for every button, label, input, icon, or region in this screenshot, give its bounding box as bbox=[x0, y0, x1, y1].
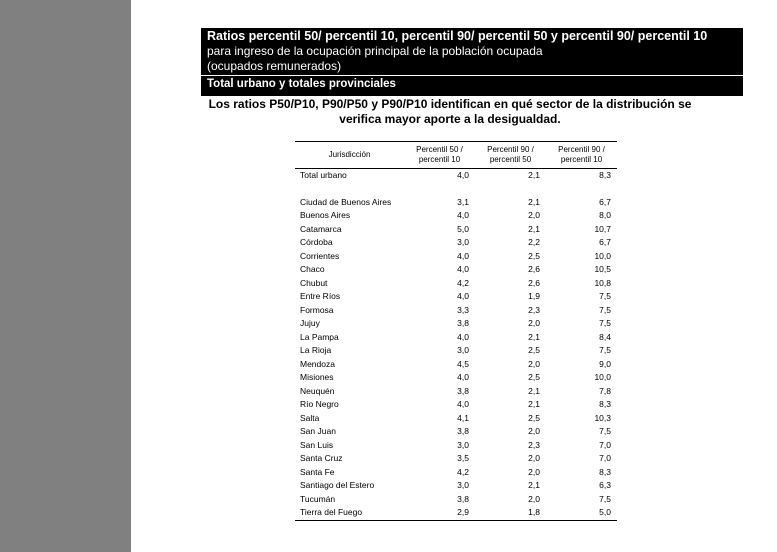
header-p50-p10 bbox=[404, 142, 475, 169]
cell-p90-p10: 7,0 bbox=[599, 439, 611, 450]
cell-p90-p10: 6,7 bbox=[599, 196, 611, 207]
cell-p50-p10: 3,8 bbox=[457, 493, 469, 504]
cell-p90-p10: 10,7 bbox=[594, 223, 611, 234]
table-row bbox=[295, 223, 617, 237]
cell-p50-p10: 3,1 bbox=[457, 196, 469, 207]
cell-name: Ciudad de Buenos Aires bbox=[300, 196, 392, 207]
table-row bbox=[295, 371, 617, 385]
table-row bbox=[295, 344, 617, 358]
table-row bbox=[295, 331, 617, 345]
cell-p50-p10: 4,1 bbox=[457, 412, 469, 423]
left-margin-band bbox=[0, 0, 131, 552]
cell-p90-p50: 2,3 bbox=[528, 439, 540, 450]
cell-p90-p10: 7,8 bbox=[599, 385, 611, 396]
cell-p90-p10: 10,3 bbox=[594, 412, 611, 423]
cell-p90-p50: 2,5 bbox=[528, 412, 540, 423]
cell-p50-p10: 2,9 bbox=[404, 506, 475, 520]
cell-p90-p50: 2,0 bbox=[528, 210, 540, 221]
table-row bbox=[295, 277, 617, 291]
cell-p50-p10: 3,8 bbox=[457, 385, 469, 396]
cell-p50-p10: 4,2 bbox=[457, 277, 469, 288]
cell-name: Neuquén bbox=[300, 385, 335, 396]
cell-p50-p10: 4,0 bbox=[457, 331, 469, 342]
table-row bbox=[295, 290, 617, 304]
cell-name: Corrientes bbox=[300, 250, 340, 261]
cell-p90-p10: 8,4 bbox=[599, 331, 611, 342]
cell-name: Tierra del Fuego bbox=[295, 506, 404, 520]
cell-p90-p50: 2,6 bbox=[528, 264, 540, 275]
cell-p90-p10: 8,0 bbox=[599, 210, 611, 221]
cell-name: Santa Fe bbox=[300, 466, 335, 477]
cell-p90-p50: 2,5 bbox=[528, 345, 540, 356]
spacer-cell bbox=[295, 183, 617, 196]
cell-p90-p50: 2,1 bbox=[528, 223, 540, 234]
cell-name: Río Negro bbox=[300, 399, 339, 410]
table-row bbox=[295, 479, 617, 493]
cell-p90-p10: 7,5 bbox=[599, 493, 611, 504]
cell-name: Chubut bbox=[300, 277, 328, 288]
table-row bbox=[295, 263, 617, 277]
table-row bbox=[295, 358, 617, 372]
header-p90-p10-line2: percentil 10 bbox=[560, 155, 603, 164]
cell-p90-p10: 6,7 bbox=[599, 237, 611, 248]
table-row bbox=[295, 425, 617, 439]
cell-p90-p50: 1,8 bbox=[475, 506, 546, 520]
cell-name: San Juan bbox=[300, 426, 336, 437]
cell-p90-p10: 8,3 bbox=[599, 466, 611, 477]
cell-p90-p50: 2,1 bbox=[528, 399, 540, 410]
cell-p90-p50: 2,5 bbox=[528, 372, 540, 383]
cell-name: Buenos Aires bbox=[300, 210, 351, 221]
header-p90-p10-line1: Percentil 90 / bbox=[558, 145, 605, 154]
cell-p90-p10: 7,0 bbox=[599, 453, 611, 464]
cell-p90-p50: 1,9 bbox=[528, 291, 540, 302]
cell-p50-p10: 3,5 bbox=[457, 453, 469, 464]
table-row bbox=[295, 439, 617, 453]
cell-p90-p50: 2,3 bbox=[528, 304, 540, 315]
cell-p50-p10: 4,5 bbox=[457, 358, 469, 369]
cell-name: Misiones bbox=[300, 372, 334, 383]
table-row bbox=[295, 493, 617, 507]
cell-p50-p10: 3,0 bbox=[457, 480, 469, 491]
explanatory-note bbox=[200, 97, 700, 127]
cell-name: San Luis bbox=[300, 439, 334, 450]
cell-p90-p10: 5,0 bbox=[546, 506, 617, 520]
cell-p50-p10: 3,0 bbox=[457, 439, 469, 450]
ratios-table bbox=[295, 141, 617, 521]
table-row bbox=[295, 385, 617, 399]
table-row bbox=[295, 304, 617, 318]
cell-p50-p10: 4,0 bbox=[457, 264, 469, 275]
cell-p50-p10: 3,0 bbox=[457, 345, 469, 356]
cell-p90-p10: 7,5 bbox=[599, 426, 611, 437]
cell-p50-p10: 4,0 bbox=[457, 210, 469, 221]
title-line-2: para ingreso de la ocupación principal de la población ocupada bbox=[207, 44, 543, 58]
cell-p90-p10: 7,5 bbox=[599, 304, 611, 315]
header-jurisdiccion: Jurisdicción bbox=[295, 142, 404, 169]
cell-name: Santa Cruz bbox=[300, 453, 343, 464]
header-p50-p10-line1: Percentil 50 / bbox=[416, 145, 463, 154]
header-p90-p10 bbox=[546, 142, 617, 169]
cell-p90-p10: 10,0 bbox=[594, 250, 611, 261]
header-p90-p50-line1: Percentil 90 / bbox=[487, 145, 534, 154]
table-row bbox=[295, 398, 617, 412]
cell-name: Córdoba bbox=[300, 237, 333, 248]
table-row bbox=[295, 236, 617, 250]
cell-p50-p10: 3,8 bbox=[457, 318, 469, 329]
header-p50-p10-line2: percentil 10 bbox=[418, 155, 461, 164]
cell-name: Formosa bbox=[300, 304, 334, 315]
cell-p90-p10: 9,0 bbox=[599, 358, 611, 369]
cell-name: Catamarca bbox=[300, 223, 342, 234]
cell-p90-p50: 2,6 bbox=[528, 277, 540, 288]
cell-p50-p10: 4,0 bbox=[457, 170, 469, 181]
table-row bbox=[295, 506, 617, 520]
cell-p90-p10: 7,5 bbox=[599, 291, 611, 302]
cell-name: Jujuy bbox=[300, 318, 320, 329]
table-row bbox=[295, 250, 617, 264]
title-subtitle: Total urbano y totales provinciales bbox=[207, 78, 396, 90]
table-row bbox=[295, 209, 617, 223]
title-line-1: Ratios percentil 50/ percentil 10, percentil 90/ percentil 50 y percentil 90/ percentil 10 bbox=[207, 29, 708, 43]
cell-p90-p10: 8,3 bbox=[599, 170, 611, 181]
cell-p90-p50: 2,0 bbox=[528, 453, 540, 464]
header-p90-p50 bbox=[475, 142, 546, 169]
cell-p90-p50: 2,0 bbox=[528, 318, 540, 329]
cell-p50-p10: 4,0 bbox=[457, 250, 469, 261]
cell-p50-p10: 4,0 bbox=[457, 399, 469, 410]
title-box bbox=[201, 28, 743, 96]
cell-p90-p50: 2,1 bbox=[528, 331, 540, 342]
cell-p90-p50: 2,0 bbox=[528, 466, 540, 477]
table-header-row bbox=[295, 142, 617, 169]
cell-name: Salta bbox=[300, 412, 320, 423]
cell-p50-p10: 3,0 bbox=[457, 237, 469, 248]
table-row-total bbox=[295, 169, 617, 183]
cell-p90-p50: 2,0 bbox=[528, 358, 540, 369]
title-line-3: (ocupados remunerados) bbox=[207, 59, 342, 73]
cell-name: Mendoza bbox=[300, 358, 335, 369]
cell-name: La Rioja bbox=[300, 345, 332, 356]
cell-p50-p10: 5,0 bbox=[457, 223, 469, 234]
note-line-1: Los ratios P50/P10, P90/P50 y P90/P10 identifican en qué sector de la distribución se bbox=[208, 97, 692, 111]
cell-p90-p50: 2,1 bbox=[528, 385, 540, 396]
cell-p90-p50: 2,0 bbox=[528, 493, 540, 504]
cell-p90-p10: 7,5 bbox=[599, 318, 611, 329]
cell-p90-p50: 2,5 bbox=[528, 250, 540, 261]
cell-name: Entre Ríos bbox=[300, 291, 341, 302]
cell-p50-p10: 3,8 bbox=[457, 426, 469, 437]
cell-p90-p10: 6,3 bbox=[599, 480, 611, 491]
cell-name: Tucumán bbox=[300, 493, 336, 504]
cell-p90-p10: 10,8 bbox=[594, 277, 611, 288]
table-row bbox=[295, 412, 617, 426]
cell-name: Chaco bbox=[300, 264, 325, 275]
cell-name: La Pampa bbox=[300, 331, 339, 342]
table-spacer-row bbox=[295, 183, 617, 196]
note-line-2: verifica mayor aporte a la desigualdad. bbox=[339, 112, 561, 126]
cell-p90-p10: 8,3 bbox=[599, 399, 611, 410]
table-row bbox=[295, 452, 617, 466]
cell-p50-p10: 4,0 bbox=[457, 291, 469, 302]
table-row bbox=[295, 317, 617, 331]
cell-p50-p10: 4,0 bbox=[457, 372, 469, 383]
cell-p50-p10: 4,2 bbox=[457, 466, 469, 477]
header-p90-p50-line2: percentil 50 bbox=[489, 155, 532, 164]
cell-name: Santiago del Estero bbox=[300, 480, 375, 491]
cell-p90-p10: 7,5 bbox=[599, 345, 611, 356]
cell-p90-p50: 2,2 bbox=[528, 237, 540, 248]
cell-p90-p50: 2,1 bbox=[528, 480, 540, 491]
table-row bbox=[295, 196, 617, 210]
cell-p90-p50: 2,1 bbox=[528, 196, 540, 207]
cell-p90-p50: 2,1 bbox=[528, 170, 540, 181]
cell-p50-p10: 3,3 bbox=[457, 304, 469, 315]
table-row bbox=[295, 466, 617, 480]
cell-p90-p10: 10,0 bbox=[594, 372, 611, 383]
cell-name: Total urbano bbox=[300, 170, 347, 181]
cell-p90-p10: 10,5 bbox=[594, 264, 611, 275]
cell-p90-p50: 2,0 bbox=[528, 426, 540, 437]
